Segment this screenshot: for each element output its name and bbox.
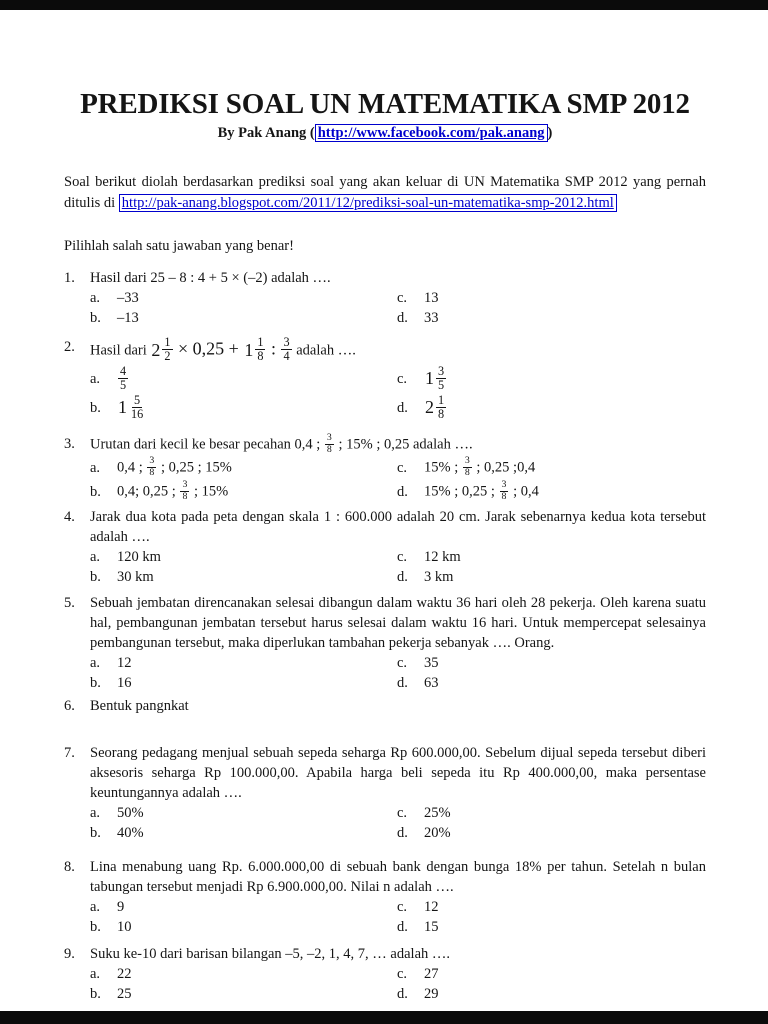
fraction: $\frac{3}{8}$: [464, 455, 470, 479]
option-value: [117, 363, 129, 394]
option-value: [424, 392, 447, 423]
option-group: [90, 898, 706, 937]
option-label: a.: [90, 290, 101, 306]
option-value: [424, 363, 447, 394]
question-number: 5.: [64, 594, 75, 611]
intro-paragraph: [64, 172, 706, 214]
question-number: 7.: [64, 744, 75, 761]
option-label: b.: [90, 674, 101, 691]
option-row: [397, 674, 706, 693]
option-label: a.: [90, 804, 101, 821]
option-value: 120 km: [117, 548, 161, 565]
question-text: Hasil dari 2 $\frac{1}{2}$ × 0,25 + 1 $\frac{1}{8}$ : $\frac{3}{4}$ adalah ….: [90, 335, 356, 364]
question-item: [64, 944, 706, 1004]
option-label: c.: [397, 898, 408, 915]
question-text: Bentuk pangnkat: [90, 697, 189, 714]
option-row: [397, 568, 706, 587]
option-label: b.: [90, 400, 101, 417]
option-value: 12: [424, 898, 439, 915]
question-item: [64, 857, 706, 937]
fraction: 1 $\frac{3}{5}$: [425, 363, 445, 393]
option-label: d.: [397, 310, 408, 326]
option-value: 12 km: [424, 548, 461, 565]
option-value: 29: [424, 985, 439, 1002]
option-label: b.: [90, 918, 101, 935]
option-row: [397, 985, 706, 1004]
option-value: 27: [424, 965, 439, 982]
option-row: [90, 898, 397, 917]
question-body: [90, 696, 706, 716]
page-title: PREDIKSI SOAL UN MATEMATIKA SMP 2012: [80, 88, 690, 120]
facebook-link[interactable]: http://www.facebook.com/pak.anang: [315, 124, 548, 142]
option-row: [397, 965, 706, 984]
option-label: a.: [90, 460, 101, 477]
blogspot-link[interactable]: http://pak-anang.blogspot.com/2011/12/prediksi-soal-un-matematika-smp-2012.html: [119, 194, 617, 212]
option-label: d.: [397, 568, 408, 585]
option-row: [397, 804, 706, 823]
option-row: [397, 918, 706, 937]
option-row: [90, 481, 397, 504]
fraction: 2 $\frac{1}{2}$: [151, 335, 171, 364]
question-number: 3.: [64, 435, 75, 452]
option-row: [90, 548, 397, 567]
option-row: [397, 309, 706, 328]
option-row: [90, 965, 397, 984]
option-value: 35: [424, 654, 439, 671]
option-label: a.: [90, 965, 101, 982]
question-number: 2.: [64, 339, 75, 355]
option-row: [397, 824, 706, 843]
option-value: 9: [117, 898, 125, 915]
option-label: c.: [397, 654, 408, 671]
question-item: [64, 743, 706, 843]
byline: [64, 124, 706, 143]
fraction: 2 $\frac{1}{8}$: [425, 392, 445, 422]
option-value: 15% ; $\frac{3}{8}$ ; 0,25 ;0,4: [424, 455, 536, 479]
question-body: [90, 507, 706, 587]
fraction: 1 $\frac{5}{16}$: [118, 392, 144, 422]
question-item: [64, 337, 706, 423]
question-item: [64, 507, 706, 587]
question-number: 9.: [64, 945, 75, 962]
question-number: 8.: [64, 858, 75, 875]
option-row: [90, 654, 397, 673]
option-label: b.: [90, 483, 101, 500]
option-row: [397, 654, 706, 673]
option-group: [90, 363, 706, 423]
fraction: $\frac{3}{8}$: [501, 479, 507, 502]
option-value: 13: [424, 290, 439, 306]
option-label: d.: [397, 400, 408, 417]
option-label: d.: [397, 985, 408, 1002]
option-value: –33: [117, 290, 139, 306]
option-group: [90, 457, 706, 503]
instruction-text: Pilihlah salah satu jawaban yang benar!: [64, 238, 294, 254]
option-row: [90, 804, 397, 823]
option-label: d.: [397, 824, 408, 841]
option-label: c.: [397, 548, 408, 565]
option-label: c.: [397, 290, 408, 306]
option-label: b.: [90, 310, 101, 326]
option-row: [397, 363, 706, 394]
question-body: [90, 337, 706, 423]
option-row: [90, 824, 397, 843]
option-row: [90, 457, 397, 480]
option-value: 15: [424, 918, 439, 935]
question-list: [64, 268, 706, 1004]
question-item: [64, 431, 706, 504]
fraction: $\frac{3}{8}$: [326, 431, 332, 455]
option-label: d.: [397, 483, 408, 500]
option-row: [90, 674, 397, 693]
option-group: [90, 654, 706, 693]
question-number: 1.: [64, 270, 75, 286]
option-row: [90, 289, 397, 308]
option-row: [90, 918, 397, 937]
fraction: $\frac{3}{4}$: [283, 335, 290, 364]
option-row: [90, 392, 397, 423]
option-value: 16: [117, 674, 132, 691]
question-body: [90, 268, 706, 328]
fraction: $\frac{3}{8}$: [149, 455, 155, 479]
option-row: [90, 363, 397, 394]
question-text: Sebuah jembatan direncanakan selesai dibangun dalam waktu 36 hari oleh 28 pekerja. Oleh karena suatu hal, pembangunan jembatan tersebut harus selesai dalam waktu 16 hari. Untuk mempercepat selesainya pembangunan tersebut, maka diperlukan tambahan pekerja sebanyak …. Orang.: [90, 594, 706, 651]
letterbox-top: [0, 0, 768, 10]
option-value: –13: [117, 310, 139, 326]
document-page: [0, 10, 768, 1011]
option-value: 63: [424, 674, 439, 691]
option-value: 33: [424, 310, 439, 326]
question-item: [64, 696, 706, 716]
question-text: Lina menabung uang Rp. 6.000.000,00 di sebuah bank dengan bunga 18% per tahun. Setelah n bulan tabungan tersebut menjadi Rp 6.900.000,00. Nilai n adalah ….: [90, 858, 706, 895]
option-group: [90, 548, 706, 587]
option-value: 25: [117, 985, 132, 1002]
option-row: [397, 898, 706, 917]
option-label: b.: [90, 824, 101, 841]
option-label: c.: [397, 965, 408, 982]
option-row: [397, 289, 706, 308]
question-text: Jarak dua kota pada peta dengan skala 1 : 600.000 adalah 20 cm. Jarak sebenarnya kedua kota tersebut adalah ….: [90, 508, 706, 545]
question-text: Seorang pedagang menjual sebuah sepeda seharga Rp 600.000,00. Sebelum dijual sepeda tersebut diberi aksesoris seharga Rp 100.000,00. Apabila harga beli sepeda itu Rp 400.000,00, maka persentase keuntungannya adalah ….: [90, 744, 706, 801]
option-row: [397, 457, 706, 480]
option-label: b.: [90, 985, 101, 1002]
option-row: [90, 309, 397, 328]
fraction: $\frac{4}{5}$: [120, 363, 127, 393]
option-value: 15% ; 0,25 ; $\frac{3}{8}$ ; 0,4: [424, 479, 539, 502]
fraction: 1 $\frac{1}{8}$: [244, 335, 264, 364]
option-value: 0,4 ; $\frac{3}{8}$ ; 0,25 ; 15%: [117, 455, 232, 479]
byline-prefix: By Pak Anang (: [217, 125, 315, 141]
option-label: a.: [90, 898, 101, 915]
option-group: [90, 965, 706, 1004]
option-value: 10: [117, 918, 132, 935]
option-label: d.: [397, 674, 408, 691]
fraction: $\frac{3}{8}$: [182, 479, 188, 502]
question-body: [90, 857, 706, 937]
option-label: a.: [90, 654, 101, 671]
letterbox-bottom: [0, 1011, 768, 1024]
option-label: a.: [90, 548, 101, 565]
option-label: c.: [397, 460, 408, 477]
question-text: Urutan dari kecil ke besar pecahan 0,4 ; $\frac{3}{8}$ ; 15% ; 0,25 adalah ….: [90, 431, 473, 455]
option-value: 0,4; 0,25 ; $\frac{3}{8}$ ; 15%: [117, 479, 229, 502]
option-value: 22: [117, 965, 132, 982]
option-row: [397, 392, 706, 423]
option-row: [90, 985, 397, 1004]
question-item: [64, 268, 706, 328]
intro-text: Soal berikut diolah berdasarkan prediksi soal yang akan keluar di UN Matematika SMP 2012 yang pernah ditulis di: [64, 174, 706, 211]
option-row: [90, 568, 397, 587]
question-number: 4.: [64, 508, 75, 525]
option-label: c.: [397, 804, 408, 821]
option-row: [397, 481, 706, 504]
option-label: c.: [397, 371, 408, 388]
option-label: d.: [397, 918, 408, 935]
option-value: 20%: [424, 824, 451, 841]
option-group: [90, 804, 706, 843]
question-text: Hasil dari 25 – 8 : 4 + 5 × (–2) adalah ….: [90, 270, 331, 286]
option-value: 25%: [424, 804, 451, 821]
question-number: 6.: [64, 697, 75, 714]
option-value: 40%: [117, 824, 144, 841]
question-body: [90, 431, 706, 504]
question-body: [90, 944, 706, 1004]
option-value: 30 km: [117, 568, 154, 585]
option-value: [117, 392, 146, 423]
byline-suffix: ): [547, 125, 553, 141]
option-value: 3 km: [424, 568, 454, 585]
option-label: b.: [90, 568, 101, 585]
option-value: 50%: [117, 804, 144, 821]
question-text: Suku ke-10 dari barisan bilangan –5, –2, 1, 4, 7, … adalah ….: [90, 945, 451, 962]
question-body: [90, 743, 706, 843]
option-value: 12: [117, 654, 132, 671]
question-item: [64, 593, 706, 693]
option-group: [90, 289, 706, 328]
option-row: [397, 548, 706, 567]
question-body: [90, 593, 706, 693]
option-label: a.: [90, 371, 101, 388]
